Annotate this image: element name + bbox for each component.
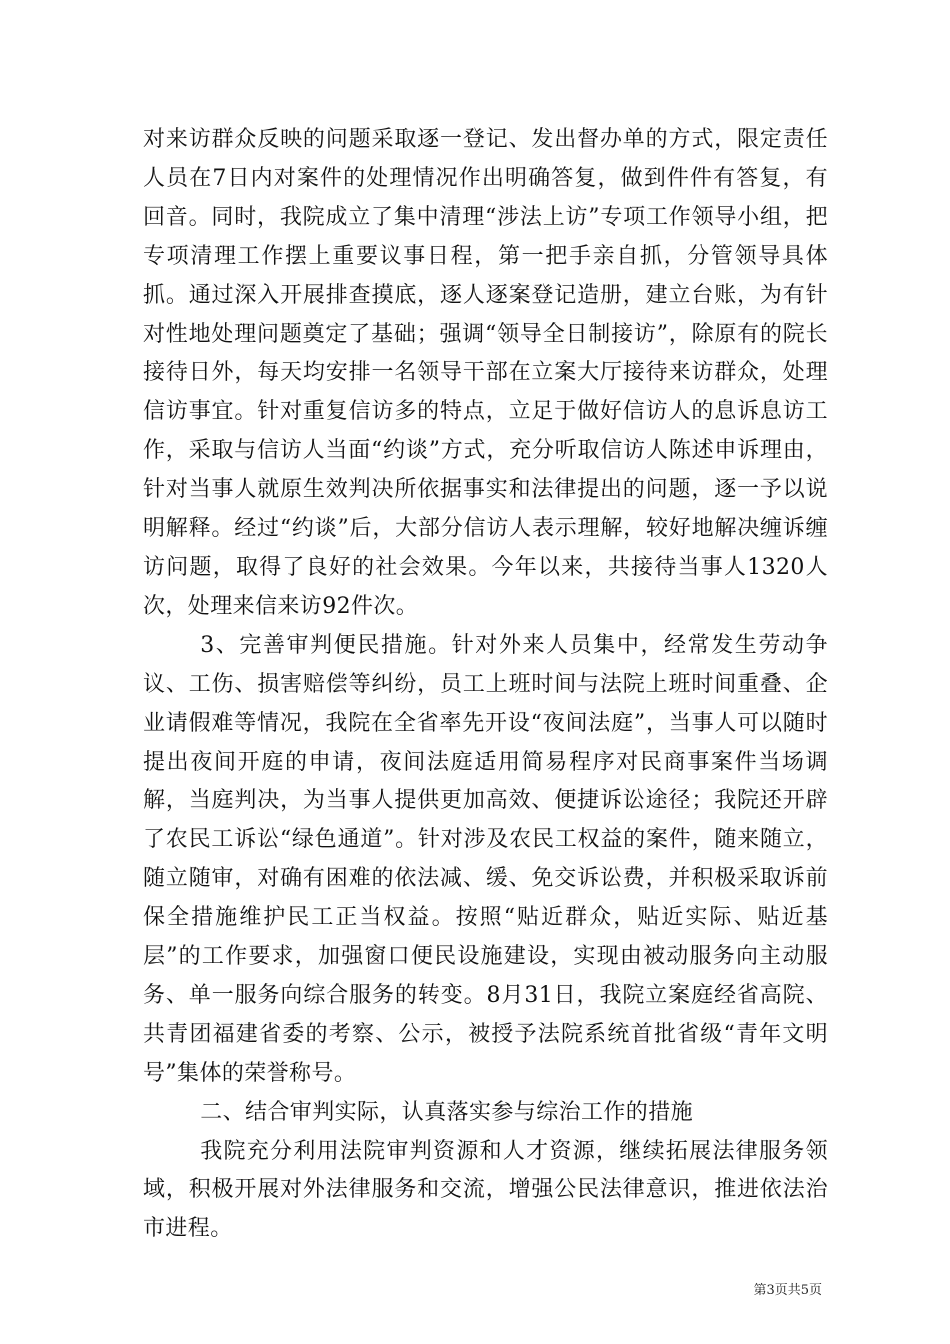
document-body [143,121,828,1249]
section-heading-comprehensive-governance: 二、结合审判实际，认真落实参与综治工作的措施 [200,1099,693,1125]
paragraph-convenience-measures: 3、完善审判便民措施。针对外来人员集中，经常发生劳动争议、工伤、损害赔偿等纠纷，员工上班时间与法院上班时间重叠、企业请假难等情况，我院在全省率先开设“夜间法庭”，当事人可以随时提出夜间开庭的申请，夜间法庭适用简易程序对民商事案件当场调解，当庭判决，为当事人提供更加高效、便捷诉讼途径；我院还开辟了农民工诉讼“绿色通道”。针对涉及农民工权益的案件，随来随立，随立随审，对确有困难的依法减、缓、免交诉讼费，并积极采取诉前保全措施维护民工正当权益。按照“贴近群众，贴近实际、贴近基层”的工作要求，加强窗口便民设施建设，实现由被动服务向主动服务、单一服务向综合服务的转变。8月31日，我院立案庭经省高院、共青团福建省委的考察、公示，被授予法院系统首批省级“青年文明号”集体的荣誉称号。 [143,632,828,1086]
paragraph-petition-handling: 对来访群众反映的问题采取逐一登记、发出督办单的方式，限定责任人员在7日内对案件的处理情况作出明确答复，做到件件有答复，有回音。同时，我院成立了集中清理“涉法上访”专项工作领导小组，把专项清理工作摆上重要议事日程，第一把手亲自抓，分管领导具体抓。通过深入开展排查摸底，逐人逐案登记造册，建立台账，为有针对性地处理问题奠定了基础；强调“领导全日制接访”，除原有的院长接待日外，每天均安排一名领导干部在立案大厅接待来访群众，处理信访事宜。针对重复信访多的特点，立足于做好信访人的息诉息访工作，采取与信访人当面“约谈”方式，充分听取信访人陈述申诉理由，针对当事人就原生效判决所依据事实和法律提出的问题，逐一予以说明解释。经过“约谈”后，大部分信访人表示理解，较好地解决缠诉缠访问题，取得了良好的社会效果。今年以来，共接待当事人1320人次，处理来信来访92件次。 [143,127,828,619]
page-number-footer: 第3页共5页 [753,1283,822,1298]
paragraph-legal-services: 我院充分利用法院审判资源和人才资源，继续拓展法律服务领域，积极开展对外法律服务和交流，增强公民法律意识，推进依法治市进程。 [143,1138,828,1242]
